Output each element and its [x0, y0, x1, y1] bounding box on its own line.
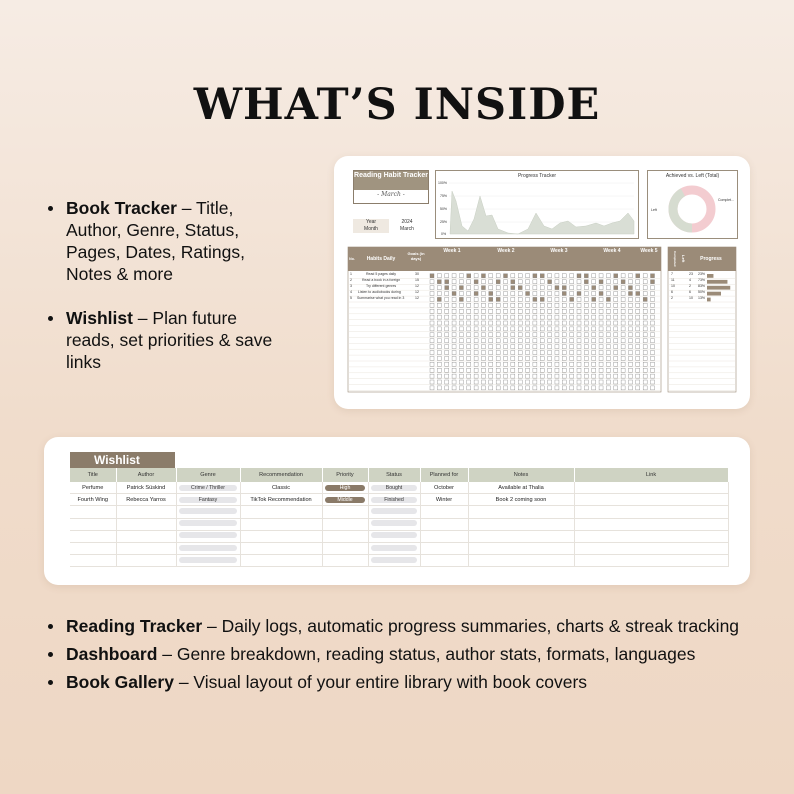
cell-author[interactable]: Rebecca Yarros [116, 494, 176, 506]
col-habits: Habits Daily [356, 247, 406, 271]
genre-dropdown[interactable] [179, 532, 237, 538]
table-row[interactable] [70, 494, 728, 506]
habit-no: 3 [350, 284, 352, 288]
habit-goal: 12 [415, 290, 419, 294]
feature-name: Book Gallery [66, 672, 174, 692]
habit-no: 2 [350, 278, 352, 282]
cell-notes[interactable]: Book 2 coming soon [468, 494, 574, 506]
progress-chart [435, 170, 639, 239]
feature-desc: – Plan future reads, set priorities & save links [66, 308, 273, 372]
habit-name: Try different genres [366, 284, 397, 288]
habit-pct: 50% [698, 290, 706, 294]
year-label: Year [353, 219, 389, 226]
genre-dropdown[interactable] [179, 557, 237, 563]
genre-dropdown[interactable] [179, 508, 237, 514]
genre-dropdown[interactable]: Fantasy [179, 497, 237, 503]
feature-desc: – Title, Author, Genre, Status, Pages, Dates, Ratings, Notes & more [66, 198, 245, 284]
cell-author[interactable]: Patrick Süskind [116, 482, 176, 494]
table-row[interactable] [70, 506, 728, 518]
habit-left: 10 [689, 296, 693, 300]
feature-name: Wishlist [66, 308, 133, 328]
cell-planned[interactable]: Winter [420, 494, 468, 506]
week-label: Week 2 [497, 248, 515, 254]
habit-no: 5 [350, 296, 352, 300]
col-author: Author [116, 468, 176, 482]
cell-notes[interactable]: Available at Thalia [468, 482, 574, 494]
habit-done: 7 [671, 272, 673, 276]
col-notes: Notes [468, 468, 574, 482]
feature-item-book-tracker [48, 197, 288, 285]
status-dropdown[interactable] [371, 545, 417, 551]
habit-name: Summarise what you read in 3 [357, 296, 405, 300]
habit-goal: 30 [415, 272, 419, 276]
progress-area [436, 171, 638, 238]
habit-done: 2 [671, 296, 673, 300]
status-dropdown[interactable] [371, 520, 417, 526]
status-dropdown[interactable] [371, 557, 417, 563]
habit-goal: 12 [415, 284, 419, 288]
wishlist-tab[interactable]: Wishlist [70, 452, 175, 468]
habit-left: 23 [689, 272, 693, 276]
col-no: No. [348, 247, 356, 271]
status-dropdown[interactable]: Finished [371, 497, 417, 503]
col-progress: Progress [686, 247, 736, 271]
table-row[interactable] [70, 555, 728, 567]
cell-recommendation[interactable]: TikTok Recommendation [240, 494, 322, 506]
donut-title: Achieved vs. Left (Total) [665, 173, 720, 179]
habit-no: 4 [350, 290, 352, 294]
habit-goal: 12 [415, 296, 419, 300]
col-goals: Goals (in days) [406, 247, 426, 271]
feature-list-bottom [48, 612, 748, 696]
progress-ytick: 50% [440, 207, 448, 211]
status-dropdown[interactable] [371, 532, 417, 538]
col-priority: Priority [322, 468, 368, 482]
donut-done-label: Complet... [718, 198, 734, 202]
tracker-title: Reading Habit Tracker [354, 171, 428, 190]
donut-chart [647, 170, 738, 239]
cell-planned[interactable]: October [420, 482, 468, 494]
table-row[interactable] [70, 542, 728, 554]
col-title: Title [70, 468, 116, 482]
cell-recommendation[interactable]: Classic [240, 482, 322, 494]
progress-ytick: 0% [441, 232, 447, 236]
col-status: Status [368, 468, 420, 482]
habit-done: 6 [671, 290, 673, 294]
cell-title[interactable]: Perfume [70, 482, 116, 494]
col-genre: Genre [176, 468, 240, 482]
genre-dropdown[interactable] [179, 520, 237, 526]
wishlist-header-row [70, 468, 728, 482]
feature-desc: – Visual layout of your entire library with book covers [173, 672, 588, 692]
feature-name: Dashboard [66, 644, 158, 664]
status-dropdown[interactable]: Bought [371, 485, 417, 491]
habit-left: 6 [689, 290, 691, 294]
habit-done: 10 [671, 284, 675, 288]
week-label: Week 1 [443, 248, 461, 254]
page-title: WHAT’S INSIDE [193, 80, 601, 130]
feature-name: Reading Tracker [66, 616, 203, 636]
genre-dropdown[interactable] [179, 545, 237, 551]
habit-done: 11 [671, 278, 675, 282]
col-link: Link [574, 468, 728, 482]
table-row[interactable] [70, 518, 728, 530]
cell-title[interactable]: Fourth Wing [70, 494, 116, 506]
habit-name: Read 5 pages daily [366, 272, 396, 276]
tracker-month: - March - [377, 191, 405, 198]
col-left: Left [677, 247, 686, 271]
habit-pct: 13% [698, 296, 706, 300]
habit-name: Read a book in a foreign [362, 278, 401, 282]
table-row[interactable] [70, 530, 728, 542]
col-planned-for: Planned for [420, 468, 468, 482]
cell-link[interactable] [574, 494, 728, 506]
table-row[interactable] [70, 482, 728, 494]
priority-dropdown[interactable]: High [325, 485, 365, 491]
feature-desc: – Genre breakdown, reading status, author stats, formats, languages [157, 644, 696, 664]
tracker-title-box [353, 170, 429, 204]
progress-ytick: 25% [440, 220, 448, 224]
habit-pct: 23% [698, 272, 706, 276]
feature-item-book-gallery [48, 668, 748, 696]
week-label: Week 5 [640, 248, 658, 254]
status-dropdown[interactable] [371, 508, 417, 514]
col-recommendation: Recommendation [240, 468, 322, 482]
feature-item-dashboard [48, 640, 748, 668]
month-value[interactable]: March [389, 226, 425, 233]
habit-pct: 73% [698, 278, 706, 282]
habit-pct: 83% [698, 284, 706, 288]
donut-left-label: Left [651, 208, 657, 212]
genre-dropdown[interactable]: Crime / Thriller [179, 485, 237, 491]
priority-dropdown[interactable]: Middle [325, 497, 365, 503]
feature-list-top [48, 197, 288, 395]
progress-chart-title: Progress Tracker [517, 173, 557, 179]
habit-goal: 15 [415, 278, 419, 282]
week-label: Week 3 [550, 248, 568, 254]
progress-series [450, 191, 634, 234]
progress-ytick: 100% [438, 181, 447, 185]
col-completed: Completed [668, 247, 677, 271]
habit-no: 1 [350, 272, 352, 276]
progress-ytick: 75% [440, 194, 448, 198]
habit-name: Listen to audiobooks during [358, 290, 401, 294]
habit-left: 4 [689, 278, 691, 282]
feature-desc: – Daily logs, automatic progress summaries, charts & streak tracking [202, 616, 740, 636]
habit-left: 2 [689, 284, 691, 288]
cell-link[interactable] [574, 482, 728, 494]
feature-name: Book Tracker [66, 198, 177, 218]
year-value[interactable]: 2024 [389, 219, 425, 226]
wishlist-table [70, 468, 729, 567]
feature-item-reading-tracker [48, 612, 748, 640]
week-label: Week 4 [603, 248, 621, 254]
month-label: Month [353, 226, 389, 233]
feature-item-wishlist [48, 307, 288, 373]
